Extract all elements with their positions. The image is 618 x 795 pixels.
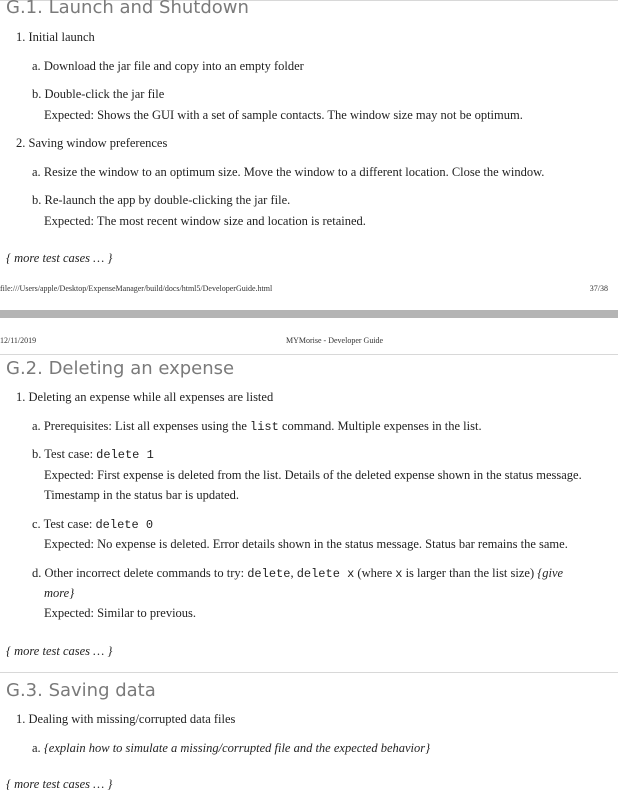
section-heading-g3: G.3. Saving data [6, 680, 156, 701]
section-heading-g1: G.1. Launch and Shutdown [6, 0, 249, 18]
code-x: x [395, 567, 403, 581]
more-test-cases-note: { more test cases …​ } [6, 251, 113, 265]
item-title: Saving window preferences [28, 136, 168, 150]
sub-item: b. Re-launch the app by double-clicking the jar file. [32, 193, 291, 207]
expected-text-cont: Timestamp in the status bar is updated. [44, 488, 240, 502]
more-test-cases-note: { more test cases …​ } [6, 777, 113, 791]
section-rule [0, 672, 618, 673]
expected-text: Expected: Shows the GUI with a set of sample contacts. The window size may not be optimum. [44, 108, 523, 122]
more-test-cases-note: { more test cases …​ } [6, 644, 113, 658]
list-item-deleting [16, 389, 273, 405]
sub-item-test-delete-1: b. Test case: delete 1 [32, 447, 154, 462]
expected-text: Expected: No expense is deleted. Error details shown in the status message. Status bar remains the same. [44, 537, 568, 551]
sub-item-explain: a. {explain how to simulate a missing/corrupted file and the expected behavior} [32, 741, 431, 755]
header-date: 12/11/2019 [0, 336, 37, 345]
list-item-missing-files [16, 711, 235, 727]
expected-text: Expected: Similar to previous. [44, 606, 197, 620]
sub-item-incorrect-commands: d. Other incorrect delete commands to try: delete, delete x (where x is larger than the list size) {give [32, 566, 564, 581]
section-rule [0, 354, 618, 355]
item-number: 1. [16, 712, 26, 726]
code-delete-x: delete x [296, 567, 355, 581]
give-more-note: more} [44, 586, 75, 600]
code-list: list [250, 420, 279, 434]
sub-item-test-delete-0: c. Test case: delete 0 [32, 517, 154, 532]
list-item-saving-window [16, 135, 167, 151]
item-number: 1. [16, 390, 26, 404]
item-title: Dealing with missing/corrupted data files [28, 712, 236, 726]
list-item-initial-launch [16, 29, 95, 45]
code-delete-0: delete 0 [95, 518, 154, 532]
item-title: Deleting an expense while all expenses are listed [28, 390, 274, 404]
item-title: Initial launch [28, 30, 95, 44]
sub-item: a. Resize the window to an optimum size. Move the window to a different location. Close the window. [32, 165, 545, 179]
item-number: 1. [16, 30, 26, 44]
footer-page-number: 37/38 [589, 284, 608, 293]
sub-item-prerequisites: a. Prerequisites: List all expenses using the list command. Multiple expenses in the list. [32, 419, 482, 434]
sub-item: a. Download the jar file and copy into an empty folder [32, 59, 304, 73]
header-title: MYMorise - Developer Guide [286, 336, 384, 345]
item-number: 2. [16, 136, 26, 150]
code-delete-1: delete 1 [96, 448, 154, 462]
section-heading-g2: G.2. Deleting an expense [6, 358, 235, 379]
sub-item: b. Double-click the jar file [32, 87, 165, 101]
expected-text: Expected: First expense is deleted from the list. Details of the deleted expense shown in the status message. [44, 468, 582, 482]
page-separator [0, 310, 618, 318]
footer-file-path: file:///Users/apple/Desktop/ExpenseManager/build/docs/html5/DeveloperGuide.html [0, 284, 273, 293]
code-delete: delete [247, 567, 291, 581]
expected-text: Expected: The most recent window size and location is retained. [44, 214, 366, 228]
